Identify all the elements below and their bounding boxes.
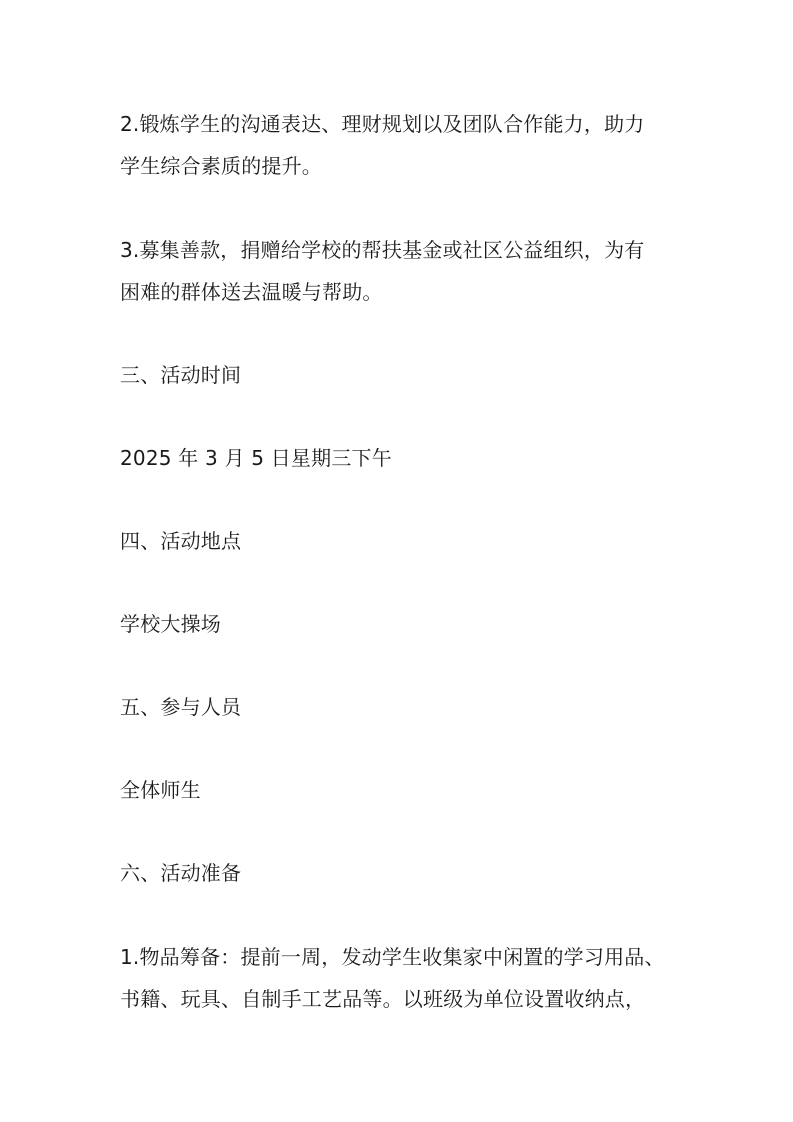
section-heading-preparation: 六、活动准备 bbox=[120, 861, 242, 885]
objective-3-line-2: 困难的群体送去温暖与帮助。 bbox=[120, 280, 383, 304]
objective-2-line-1: 2.锻炼学生的沟通表达、理财规划以及团队合作能力，助力 bbox=[120, 112, 645, 136]
section-heading-location: 四、活动地点 bbox=[120, 529, 242, 553]
section-heading-time: 三、活动时间 bbox=[120, 363, 242, 387]
activity-location: 学校大操场 bbox=[120, 612, 221, 636]
objective-2-line-2: 学生综合素质的提升。 bbox=[120, 154, 322, 178]
section-heading-participants: 五、参与人员 bbox=[120, 695, 242, 719]
objective-3-line-1: 3.募集善款，捐赠给学校的帮扶基金或社区公益组织，为有 bbox=[120, 238, 645, 262]
preparation-1-line-2: 书籍、玩具、自制手工艺品等。以班级为单位设置收纳点， bbox=[120, 987, 646, 1011]
activity-time: 2025 年 3 月 5 日星期三下午 bbox=[120, 446, 392, 470]
participants: 全体师生 bbox=[120, 778, 201, 802]
preparation-1-line-1: 1.物品筹备：提前一周，发动学生收集家中闲置的学习用品、 bbox=[120, 945, 665, 969]
